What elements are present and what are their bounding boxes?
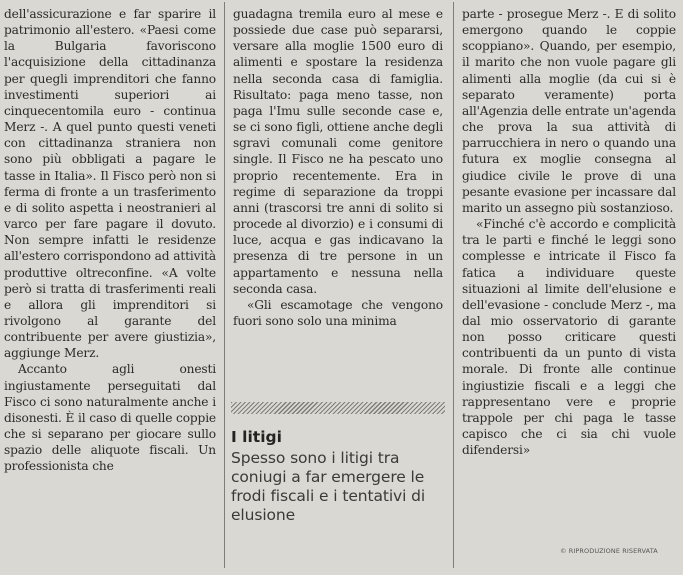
column-divider <box>453 2 454 568</box>
pullquote-title: I litigi <box>231 428 282 446</box>
pullquote-box <box>231 402 445 552</box>
copyright-notice: © RIPRODUZIONE RISERVATA <box>560 547 658 555</box>
paragraph: «Finché c'è accordo e complicità tra le parti e finché le leggi sono complesse e intricate il Fisco fa fatica a individuare queste situazioni al limite dell'elusione e dell'evasione - conclude Merz -, ma dal mio osservatorio di garante non posso criticare questi contribuenti da un punto di vista morale. Di fronte alle continue ingiustizie fiscali e a leggi che rappresentano vere e proprie trappole per chi paga le tasse capisco che ci sia chi vuole difendersi» <box>462 217 676 458</box>
hatched-bar <box>231 402 445 414</box>
pullquote-text: Spesso sono i litigi tra coniugi a far emergere le frodi fiscali e i tentativi di elusione <box>231 449 426 524</box>
paragraph: Accanto agli onesti ingiustamente perseguitati dal Fisco ci sono naturalmente anche i disonesti. È il caso di quelle coppie che si separano per giocare sullo spazio delle aliquote fiscali. Un professionista che <box>4 362 216 474</box>
paragraph: «Gli escamotage che vengono fuori sono solo una minima <box>233 297 443 328</box>
article-column-1 <box>4 6 216 475</box>
column-divider <box>224 2 225 568</box>
paragraph: dell'assicurazione e far sparire il patrimonio all'estero. «Paesi come la Bulgaria favoriscono l'acquisizione della cittadinanza per quegli imprenditori che fanno investimenti superiori ai cinquecentomila euro - continua Merz -. A quel punto questi veneti con cittadinanza straniera non sono più obbligati a pagare le tasse in Italia». Il Fisco però non si ferma di fronte a un trasferimento e di solito aspetta i neostranieri al varco per fare pagare il dovuto. Non sempre infatti le residenze all'estero corrispondono ad attività produttive oltreconfine. «A volte però si tratta di trasferimenti reali e allora gli imprenditori si rivolgono al garante del contribuente per avere giustizia», aggiunge Merz. <box>4 7 216 361</box>
article-column-2 <box>233 6 443 329</box>
paragraph: parte - prosegue Merz -. E di solito emergono quando le coppie scoppiano». Quando, per esempio, il marito che non vuole pagare gli alimenti alla moglie (da cui si è separato veramente) porta all'Agenzia delle entrate un'agenda che prova la sua attività di parrucchiera in nero o quando una futura ex moglie consegna al giudice civile le prove di una pesante evasione per incassare dal marito un assegno più sostanzioso. <box>462 7 676 215</box>
paragraph: guadagna tremila euro al mese e possiede due case può separarsi, versare alla moglie 1500 euro di alimenti e spostare la residenza nella seconda casa di famiglia. Risultato: paga meno tasse, non paga l'Imu sulle seconde case e, se ci sono figli, ottiene anche degli sgravi comunali come genitore single. Il Fisco ne ha pescato uno proprio recentemente. Era in regime di separazione da troppi anni (trascorsi tre anni di solito si procede al divorzio) e i consumi di luce, acqua e gas indicavano la presenza di tre persone in un appartamento e nessuna nella seconda casa. <box>233 7 443 296</box>
article-column-3 <box>462 6 676 458</box>
